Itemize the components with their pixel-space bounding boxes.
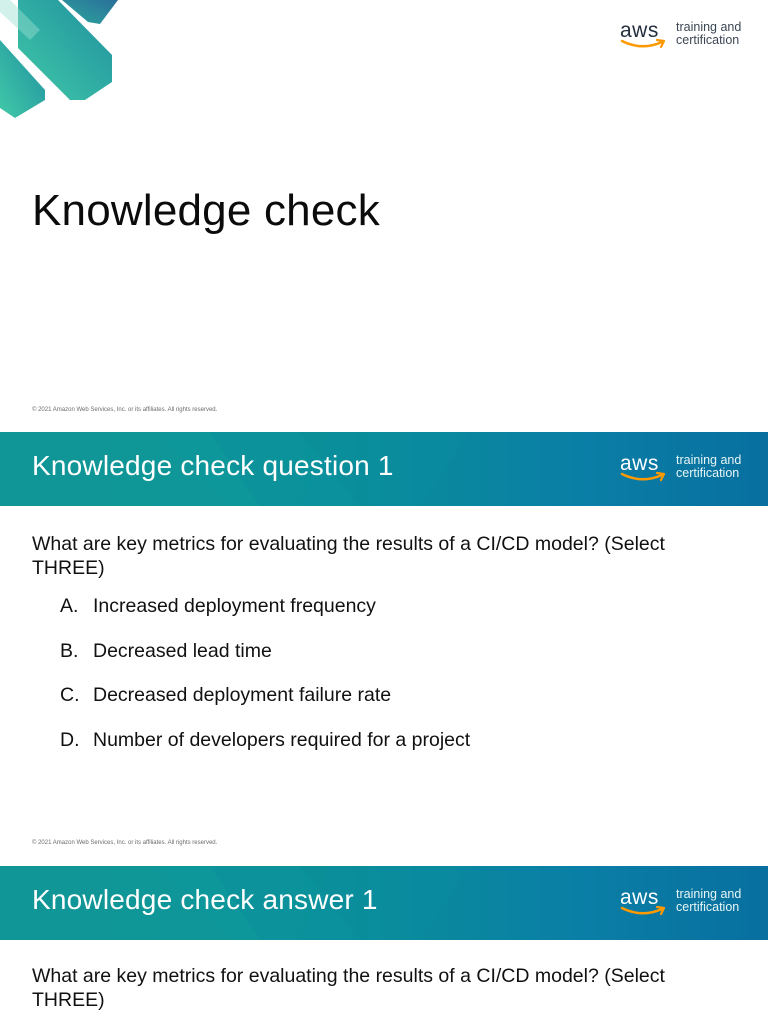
copyright-notice: © 2021 Amazon Web Services, Inc. or its affiliates. All rights reserved. [32,840,218,846]
option-text: Number of developers required for a project [93,728,471,751]
logo-tagline-line1: training and [676,20,742,34]
question-text: What are key metrics for evaluating the results of a CI/CD model? (Select THREE) [32,965,665,1011]
logo-tagline-line2: certification [676,900,740,914]
option-text: Decreased lead time [93,639,272,662]
aws-wordmark: aws [620,886,659,909]
option-text: Decreased deployment failure rate [93,684,392,707]
answer-slide [0,866,768,1024]
option-letter: A. [60,595,79,617]
decorative-stripes [0,0,130,125]
aws-training-logo [620,20,741,50]
aws-smile-icon [620,905,668,919]
question-text: What are key metrics for evaluating the results of a CI/CD model? (Select THREE) [32,533,665,579]
question-slide [0,432,768,866]
header-band [0,866,768,940]
option-d [60,728,470,773]
header-title: Knowledge check answer 1 [32,884,378,915]
logo-tagline-line1: training and [676,453,742,467]
aws-training-logo [620,453,741,483]
option-a [60,594,470,639]
option-letter: B. [60,639,79,662]
option-b [60,639,470,684]
logo-tagline-line2: certification [676,466,740,480]
aws-wordmark: aws [620,19,659,42]
answer-options-list [60,594,470,772]
aws-wordmark: aws [620,452,659,475]
option-letter: D. [60,728,80,751]
option-letter: C. [60,684,80,707]
option-text: Increased deployment frequency [93,595,376,617]
header-band [0,432,768,506]
aws-training-logo [620,887,741,917]
aws-smile-icon [620,471,668,485]
slide-title: Knowledge check [32,186,380,235]
logo-tagline-line2: certification [676,33,740,47]
title-slide [0,0,768,432]
option-c [60,683,470,728]
copyright-notice: © 2021 Amazon Web Services, Inc. or its affiliates. All rights reserved. [32,407,218,413]
header-title: Knowledge check question 1 [32,450,394,481]
aws-smile-icon [620,38,668,52]
logo-tagline-line1: training and [676,887,742,901]
